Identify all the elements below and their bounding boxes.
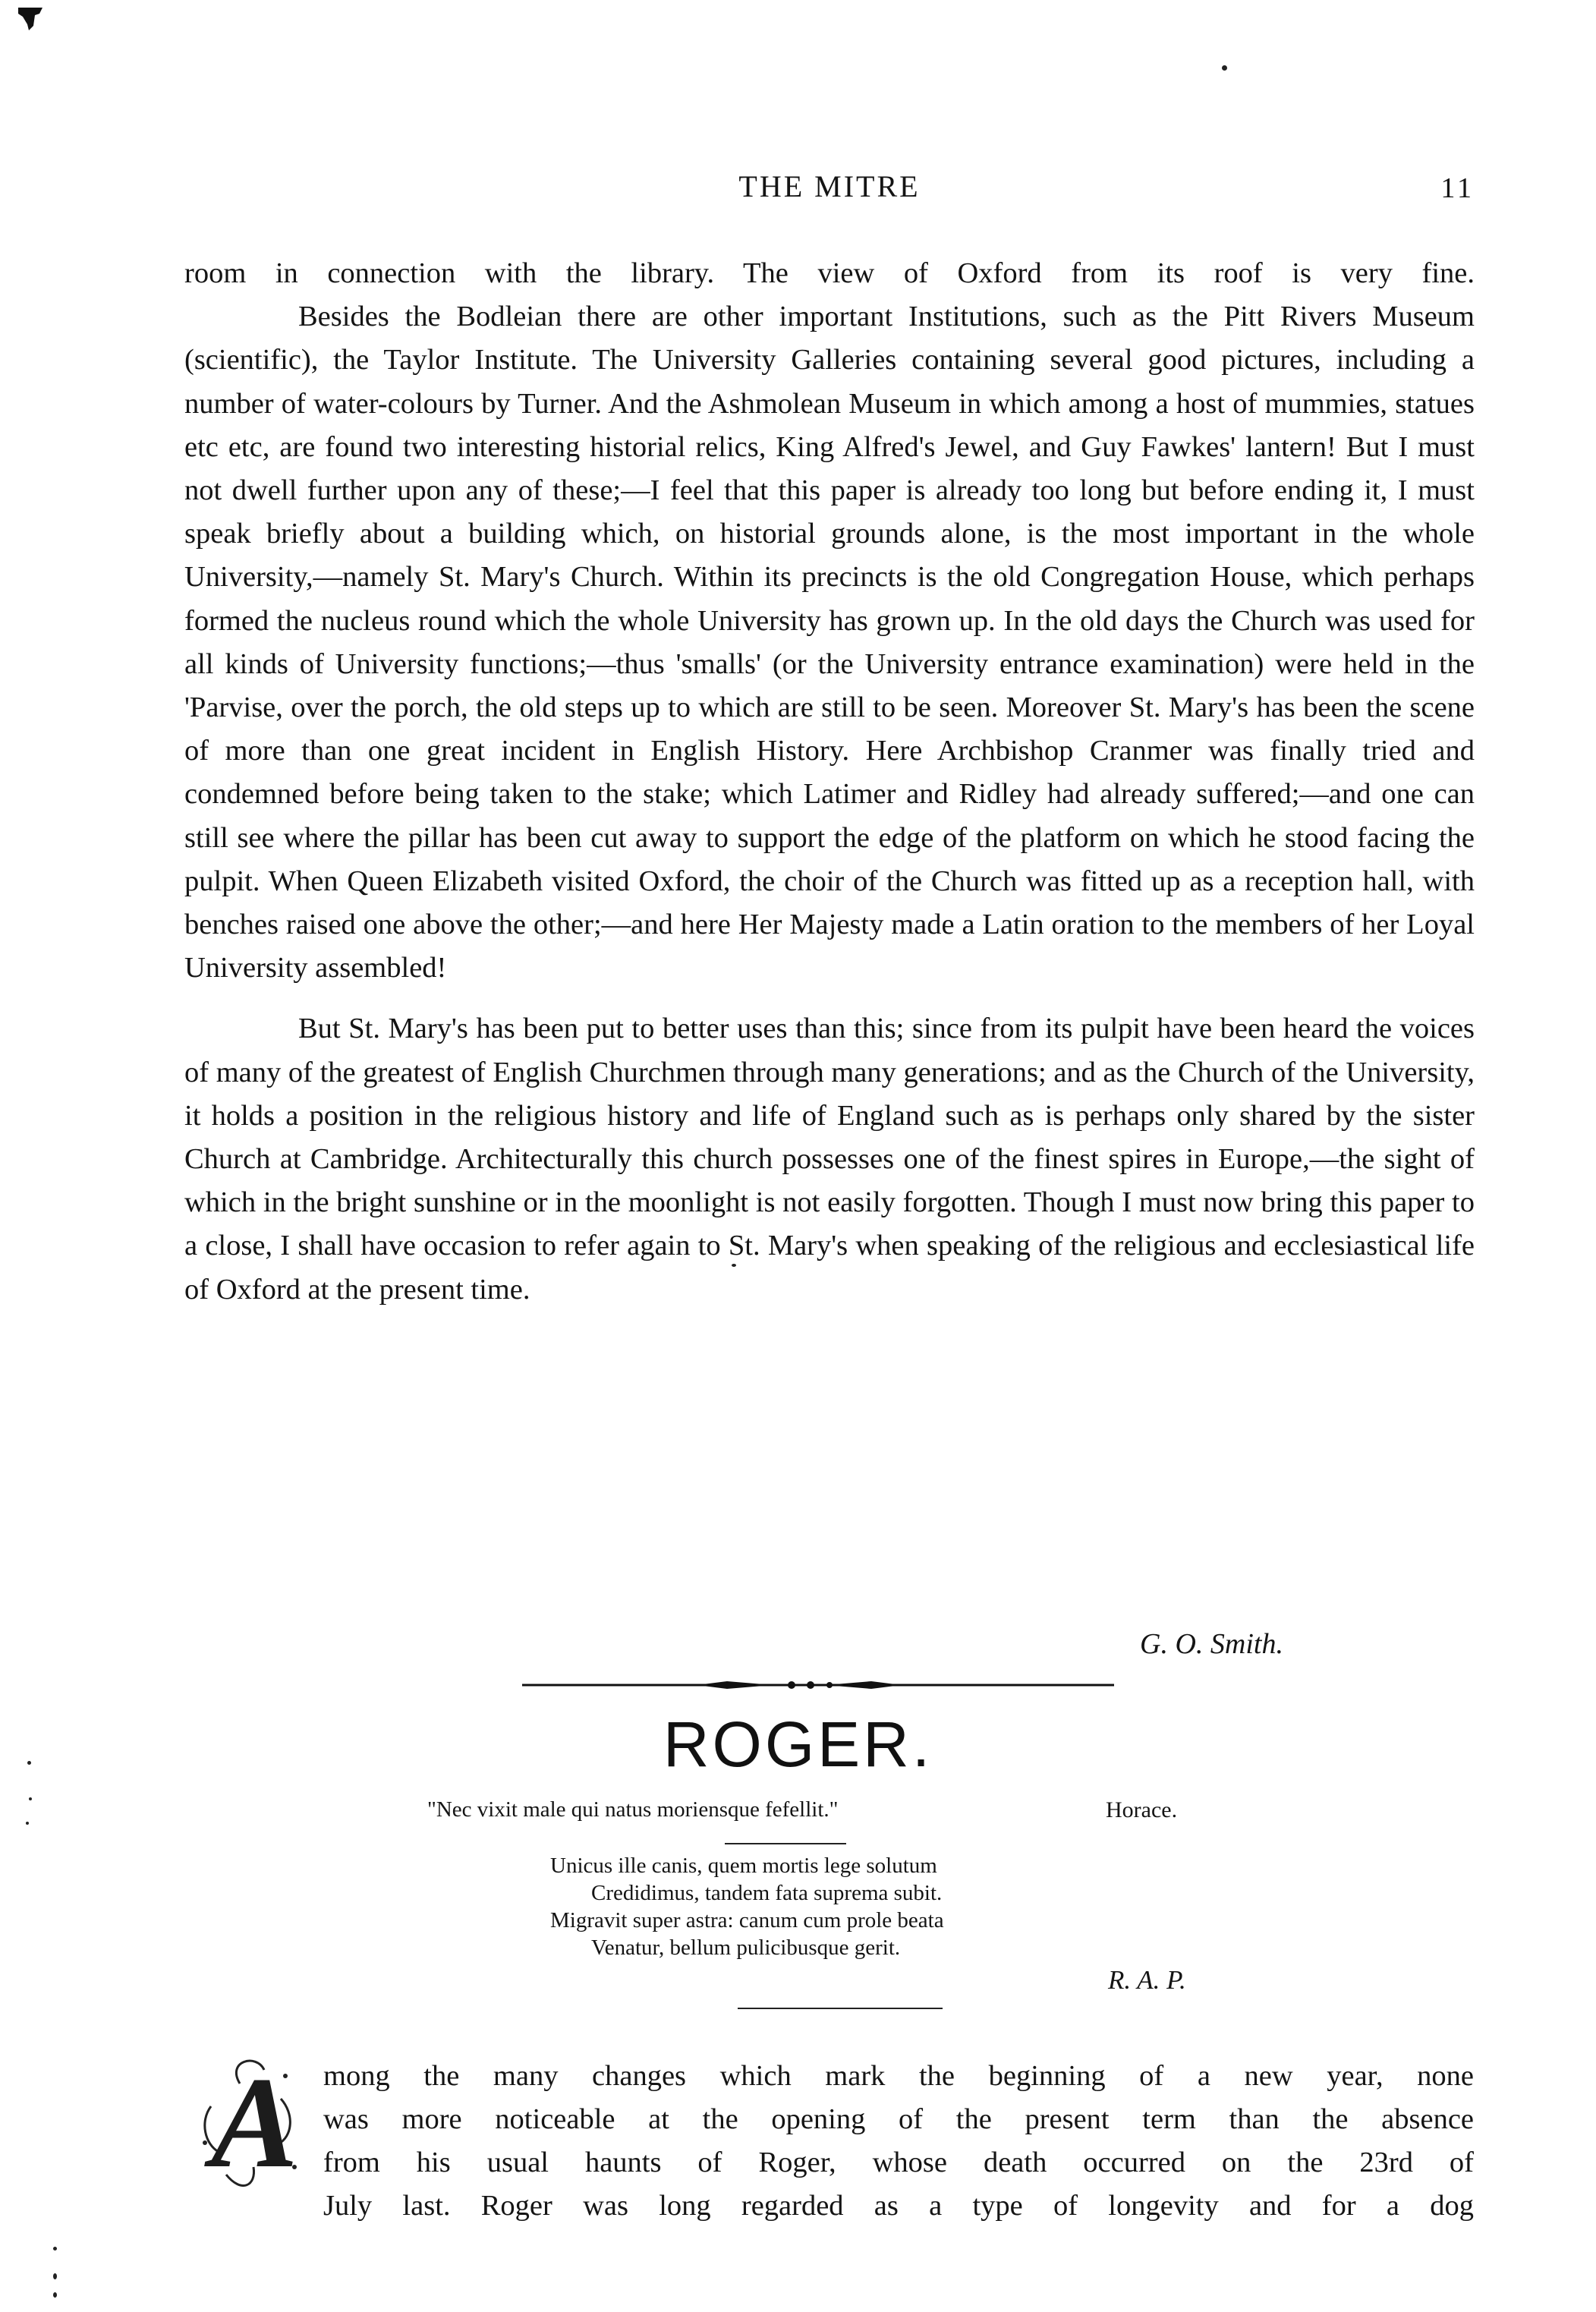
paragraph: But St. Mary's has been put to better uses than this; since from its pulpit have been heard the voices of many of the greatest of English Churchmen through many generations; and as the Church of the University, it holds a position in the religious history and life of England such as is perhaps only shared by the sister Church at Cambridge. Architecturally this church possesses one of the finest spires in Europe,—the sight of which in the bright sunshine or in the moonlight is not easily forgotten. Though I must now bring this paper to a close, I shall have occasion to refer again to St. Mary's when speaking of the religious and ecclesiastical life of Oxford at the present time. <box>184 1013 1475 1306</box>
running-header <box>184 165 1475 211</box>
decorative-initial <box>196 2053 310 2197</box>
divider <box>725 1843 846 1844</box>
margin-speck <box>26 1822 29 1825</box>
epigraph: "Nec vixit male qui natus moriensque fefellit." <box>427 1797 839 1822</box>
margin-speck <box>53 2292 57 2298</box>
verse-initials: R. A. P. <box>1108 1965 1186 1995</box>
margin-speck <box>29 1797 32 1800</box>
ink-blot-mark <box>17 6 44 32</box>
latin-verse <box>550 1852 944 1961</box>
text-line: was more noticeable at the opening of the present term than the absence <box>323 2103 1474 2135</box>
dropcap-letter: A <box>211 2051 298 2195</box>
margin-speck <box>1222 65 1227 71</box>
roger-opening-paragraph <box>323 2055 1474 2228</box>
ornamental-rule <box>522 1677 1114 1693</box>
page-number: 11 <box>1440 172 1475 204</box>
running-title: THE MITRE <box>738 169 921 203</box>
paragraph: Besides the Bodleian there are other important Institutions, such as the Pitt Rivers Museum (scientific), the Taylor Institute. The University Galleries containing several good pictures, including a number of water-colours by Turner. And the Ashmolean Museum in which among a host of mummies, statues etc etc, are found two interesting historial relics, King Alfred's Jewel, and Guy Fawkes' lantern! But I must not dwell further upon any of these;—I feel that this paper is already too long but before ending it, I must speak briefly about a building which, on historial grounds alone, is the most important in the whole University,—namely St. Mary's Church. Within its precincts is the old Congregation House, which perhaps formed the nucleus round which the whole University has grown up. In the old days the Church was used for all kinds of University functions;—thus 'smalls' (or the University entrance examination) were held in the 'Parvise, over the porch, the old steps up to which are still to be seen. Moreover St. Mary's has been the scene of more than one great incident in English History. Here Archbishop Cranmer was finally tried and condemned before being taken to the stake; which Latimer and Ridley had already suffered;—and one can still see where the pillar has been cut away to support the edge of the platform on which he stood facing the pulpit. When Queen Elizabeth visited Oxford, the choir of the Church was fitted up as a reception hall, with benches raised one above the other;—and here Her Majesty made a Latin oration to the members of her Loyal University assembled! <box>184 301 1475 984</box>
margin-speck <box>53 2247 57 2251</box>
section-title: ROGER. <box>663 1709 933 1780</box>
margin-speck <box>53 2273 57 2279</box>
text-line: mong the many changes which mark the beginning of a new year, none <box>323 2060 1474 2092</box>
verse-line: Migravit super astra: canum cum prole beata <box>550 1908 944 1932</box>
text-line: from his usual haunts of Roger, whose death occurred on the 23rd of <box>323 2147 1474 2178</box>
author-signature: G. O. Smith. <box>1140 1628 1283 1660</box>
epigraph-source: Horace. <box>1106 1797 1178 1822</box>
divider <box>738 2008 943 2009</box>
verse-line: Venatur, bellum pulicibusque gerit. <box>591 1936 901 1960</box>
text-line: July last. Roger was long regarded as a type of longevity and for a dog <box>323 2190 1474 2222</box>
verse-line: Unicus ille canis, quem mortis lege solutum <box>550 1854 937 1878</box>
paragraph-continued: room in connection with the library. The view of Oxford from its roof is very fine. <box>184 257 1475 289</box>
article-body <box>184 252 1475 1312</box>
verse-line: Credidimus, tandem fata suprema subit. <box>591 1881 943 1905</box>
